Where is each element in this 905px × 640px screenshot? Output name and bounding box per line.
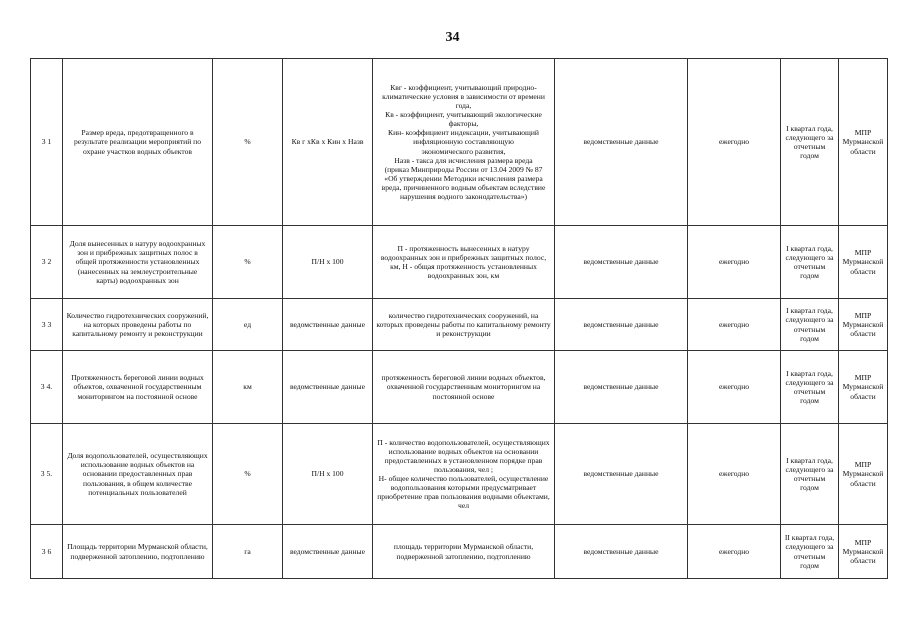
table-row: [31, 424, 888, 525]
formula-description: протяженность береговой линии водных объектов, охваченной государственным мониторингом на постоянной основе: [373, 351, 555, 424]
reporting-deadline: I квартал года, следующего за отчетным годом: [781, 59, 839, 226]
collection-frequency: ежегодно: [688, 424, 781, 525]
table-row: [31, 226, 888, 299]
responsible-body: МПР Мурманской области: [839, 59, 888, 226]
responsible-body: МПР Мурманской области: [839, 424, 888, 525]
page-number: 34: [445, 30, 460, 45]
row-number: 3 2: [31, 226, 63, 299]
data-source: ведомственные данные: [555, 424, 688, 525]
indicator-name: Площадь территории Мурманской области, подверженной затоплению, подтоплению: [63, 525, 213, 579]
responsible-body: МПР Мурманской области: [839, 525, 888, 579]
formula-description: П - количество водопользователей, осуществляющих использование водных объектов на основании предоставленных в установленном порядке прав пользования, чел ; Н- общее количество пользователей, осуществление водопользования которыми предусматривает приобретение прав пользования водными объектами, чел: [373, 424, 555, 525]
reporting-deadline: II квартал года, следующего за отчетным годом: [781, 525, 839, 579]
collection-frequency: ежегодно: [688, 226, 781, 299]
data-source: ведомственные данные: [555, 351, 688, 424]
unit-of-measure: %: [213, 59, 283, 226]
unit-of-measure: км: [213, 351, 283, 424]
unit-of-measure: %: [213, 424, 283, 525]
indicators-table: [30, 58, 888, 579]
calculation-formula: П/Н х 100: [283, 226, 373, 299]
indicator-name: Количество гидротехнических сооружений, на которых проведены работы по капитальному ремонту и реконструкции: [63, 299, 213, 351]
responsible-body: МПР Мурманской области: [839, 299, 888, 351]
data-source: ведомственные данные: [555, 226, 688, 299]
indicator-name: Протяженность береговой линии водных объектов, охваченной государственным мониторингом на постоянной основе: [63, 351, 213, 424]
table-row: [31, 525, 888, 579]
responsible-body: МПР Мурманской области: [839, 351, 888, 424]
indicator-name: Размер вреда, предотвращенного в результате реализации мероприятий по охране участков водных объектов: [63, 59, 213, 226]
row-number: 3 4.: [31, 351, 63, 424]
unit-of-measure: ед: [213, 299, 283, 351]
reporting-deadline: I квартал года, следующего за отчетным годом: [781, 424, 839, 525]
row-number: 3 6: [31, 525, 63, 579]
calculation-formula: Кв г хКв х Кин х Назв: [283, 59, 373, 226]
formula-description: Квг - коэффициент, учитывающий природно-климатические условия в зависимости от времени года, Кв - коэффициент, учитывающий экологические факторы, Кин- коэффициент индексации, учитывающий инфляционную составляющую экономического развития, Назв - такса для исчисления размера вреда (приказ Минприроды России от 13.04 2009 № 87 «Об утверждении Методики исчисления размера вреда, причиненного водным объектам вследствие нарушения водного законодательства»): [373, 59, 555, 226]
reporting-deadline: I квартал года, следующего за отчетным годом: [781, 351, 839, 424]
data-source: ведомственные данные: [555, 299, 688, 351]
collection-frequency: ежегодно: [688, 525, 781, 579]
row-number: 3 5.: [31, 424, 63, 525]
collection-frequency: ежегодно: [688, 299, 781, 351]
table-row: [31, 59, 888, 226]
reporting-deadline: I квартал года, следующего за отчетным годом: [781, 299, 839, 351]
table-row: [31, 299, 888, 351]
indicator-name: Доля вынесенных в натуру водоохранных зон и прибрежных защитных полос в общей протяженности установленных (нанесенных на землеустроительные карты) водоохранных зон: [63, 226, 213, 299]
indicator-name: Доля водопользователей, осуществляющих использование водных объектов на основании предоставленных прав пользования, в общем количестве потенциальных пользователей: [63, 424, 213, 525]
table-row: [31, 351, 888, 424]
collection-frequency: ежегодно: [688, 59, 781, 226]
unit-of-measure: га: [213, 525, 283, 579]
calculation-formula: П/Н х 100: [283, 424, 373, 525]
collection-frequency: ежегодно: [688, 351, 781, 424]
row-number: 3 1: [31, 59, 63, 226]
data-source: ведомственные данные: [555, 59, 688, 226]
formula-description: количество гидротехнических сооружений, на которых проведены работы по капитальному ремонту и реконструкции: [373, 299, 555, 351]
reporting-deadline: I квартал года, следующего за отчетным годом: [781, 226, 839, 299]
formula-description: П - протяженность вынесенных в натуру водоохранных зон и прибрежных защитных полос, км, Н - общая протяженность установленных водоохранных зон, км: [373, 226, 555, 299]
calculation-formula: ведомственные данные: [283, 525, 373, 579]
row-number: 3 3: [31, 299, 63, 351]
calculation-formula: ведомственные данные: [283, 299, 373, 351]
calculation-formula: ведомственные данные: [283, 351, 373, 424]
formula-description: площадь территории Мурманской области, подверженной затоплению, подтоплению: [373, 525, 555, 579]
data-source: ведомственные данные: [555, 525, 688, 579]
responsible-body: МПР Мурманской области: [839, 226, 888, 299]
unit-of-measure: %: [213, 226, 283, 299]
